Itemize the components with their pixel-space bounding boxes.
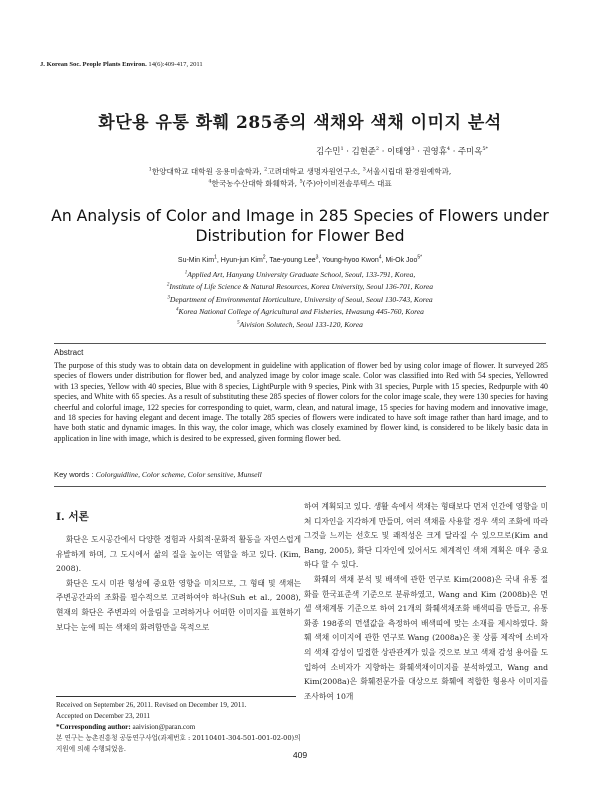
author-sup: 4 (378, 254, 382, 261)
author-sup: 3 (315, 254, 319, 261)
section-heading-introduction: Ⅰ. 서론 (56, 511, 89, 523)
affiliation-text: 고려대학교 생명자원연구소, (267, 167, 363, 176)
author-separator: , (265, 257, 270, 264)
author-separator: · (379, 146, 388, 156)
affiliation-sup: 3 (362, 166, 366, 173)
affiliation-sup: 5 (237, 320, 240, 326)
author-separator: , (381, 257, 386, 264)
abstract-text: The purpose of this study was to obtain data on development in guideline with application of flower bed by using color image of flower. It surveyed 285 species of flowers under distribution for flower bed, and analyzed image by color image scale. Color was classified into Red with 54 species, Yellowred with 13 species, Yellow with 40 species, Blue with 8 species, LightPurple with 9 species, Pink with 31 species, Purple with 15 species, Redpurple with 40 species, and White with 65 species. As a result of substituting these 285 species of flower colors for the color image scale, they were 130 species for having cheerful and colorful image, 122 species for corresponding to quiet, warm, clean, and natural image, 15 species for having modern and innovative image, and 18 species for having elegant and decent image. The totally 285 species of flowers were indicated to have soft image rather than hard image, and to have both static and dynamic images. In this way, the color image, which was closely examined by flower kind, is considered to be likely basic data in application in line with image, which is desired to be expressed, given forming flower bed. (54, 361, 548, 443)
body-paragraph: 화훼의 색채 분석 및 배색에 관한 연구로 Kim(2008)은 국내 유통 절화를 한국표준색 기준으로 분류하였고, Wang and Kim (2008b)은 먼셀 색채계통 기준으로 하여 21개의 화훼색채조화 배색띠를 만들고, 유통화종 198종의 먼셀값을 측정하여 배색띠에 맞는 소재를 제시하였다. 화훼 색채 이미지에 관한 연구로 Wang (2008a)은 꽃 상품 제작에 소비자의 색채 감성이 밀접한 상관관계가 있을 것으로 보고 색채 감성 용어를 도입하여 소비자가 지향하는 화훼색채이미지를 분석하였고, Wang and Kim(2008a)은 화훼전문가를 대상으로 화훼에 적합한 형용사 이미지를 조사하여 10개 (304, 574, 548, 701)
author-sup: 1 (340, 146, 344, 153)
affiliation-line (0, 294, 600, 306)
title-english (0, 206, 600, 246)
affiliation-sup: 3 (167, 295, 170, 301)
journal-volume: 14(6):409-417, 2011 (148, 61, 203, 68)
affiliation-sup: 4 (208, 178, 212, 185)
footnote-received: Received on September 26, 2011. Revised on December 19, 2011. (56, 701, 247, 709)
author-sup: 3 (411, 146, 415, 153)
affiliation-sup: 2 (166, 282, 170, 288)
body-paragraph: 화단은 도시 미관 형성에 중요한 영향을 미치므로, 그 형태 및 색채는 주변공간과의 조화를 필수적으로 고려하여야 하나(Suh et al., 2008), 현재의 화단은 주변과의 어울림을 고려하거나 어떠한 이미지를 표현하기 보다는 눈에 띄는 색채의 화려함만을 목적으로 (56, 578, 301, 632)
abstract-bottom-rule (54, 486, 546, 487)
body-paragraph: 하여 계획되고 있다. 생활 속에서 색채는 형태보다 먼저 인간에 영향을 미쳐 디자인을 지각하게 만들며, 여러 색채를 사용할 경우 색의 조화에 따라 그것을 느끼는 선호도 및 쾌적성은 크게 달라질 수 있으므로(Kim and Bang, 2005), 화단 디자인에 있어서도 체계적인 색채 계획은 매우 중요하다 할 수 있다. (304, 502, 548, 570)
author-separator: · (414, 146, 423, 156)
author-name: Young-hyoo Kwon (322, 257, 379, 264)
author-name: 이태영 (387, 146, 412, 156)
footnotes (56, 700, 301, 755)
author-sup: 2 (262, 254, 266, 261)
affiliation-text: Aivision Solutech, Seoul 133-120, Korea (239, 319, 363, 329)
keywords (54, 470, 262, 479)
affiliation-line (0, 178, 600, 190)
author-separator: , (216, 257, 221, 264)
affiliation-text: 한양대학교 대학원 응용미술학과, (151, 167, 265, 176)
author-name: Su-Min Kim (177, 257, 215, 264)
affiliation-sup: 5 (299, 178, 303, 185)
author-name: 주미옥 (458, 146, 483, 156)
affiliation-text: Institute of Life Science & Natural Resources, Korea University, Seoul 136-701, Korea (169, 282, 434, 292)
author-name: 김현준 (351, 146, 376, 156)
affiliation-sup: 4 (176, 307, 179, 313)
author-sup: 2 (375, 146, 380, 153)
journal-citation (40, 61, 203, 68)
body-paragraph: 화단은 도시공간에서 다양한 경험과 사회적·문화적 활동을 자연스럽게 유발하게 하며, 그 도시에서 삶의 질을 높이는 역할을 하고 있다. (Kim, 2008). (56, 535, 301, 574)
author-name: Tae-young Lee (269, 257, 316, 264)
authors-korean (316, 145, 488, 157)
affiliation-sup: 1 (148, 166, 152, 173)
author-separator: · (343, 146, 352, 156)
footnote-funding: 본 연구는 농촌진흥청 공동연구사업(과제번호 : 20110401-304-501-001-02-00)의 지원에 의해 수행되었음. (56, 734, 301, 753)
affiliation-line (0, 281, 600, 293)
title-english-line-2: Distribution for Flower Bed (195, 227, 405, 245)
abstract-heading: Abstract (54, 348, 84, 357)
journal-name: J. Korean Soc. People Plants Environ. (40, 61, 147, 68)
affiliation-text: Korea National College of Agricultural and Fisheries, Hwasung 445-760, Korea (178, 307, 424, 317)
author-sup: 5* (417, 254, 423, 261)
abstract-top-rule (54, 343, 546, 344)
author-sup: 4 (446, 146, 451, 153)
title-english-line-1: An Analysis of Color and Image in 285 Species of Flowers under (51, 207, 549, 225)
affiliation-text: 한국농수산대학 화훼학과, (211, 179, 300, 188)
corresponding-label: *Corresponding author: (56, 723, 131, 731)
author-sup: 5* (482, 146, 488, 153)
affiliation-text: Applied Art, Hanyang University Graduate School, Seoul, 133-791, Korea, (187, 270, 416, 279)
author-sup: 1 (214, 254, 217, 261)
footnote-corresponding (56, 722, 301, 733)
right-column (304, 500, 548, 704)
affiliation-line (0, 166, 600, 178)
affiliation-text: 서울시립대 환경원예학과, (365, 167, 452, 176)
authors-english (0, 254, 600, 264)
author-name: Mi-Ok Joo (385, 257, 418, 264)
left-column (56, 533, 301, 635)
author-separator: · (450, 146, 459, 156)
title-korean: 화단용 유통 화훼 285종의 색채와 색채 이미지 분석 (98, 113, 502, 133)
author-separator: , (318, 257, 323, 264)
keywords-label: Key words : (54, 470, 96, 479)
page-number: 409 (292, 750, 308, 760)
affiliation-sup: 2 (264, 166, 268, 173)
affiliation-text: (주)아이비전솔루텍스 대표 (302, 179, 392, 188)
author-name: 권영휴 (422, 146, 447, 156)
footnote-rule (56, 696, 296, 697)
author-name: Hyun-jun Kim (220, 257, 263, 264)
corresponding-email: aaivision@paran.com (130, 723, 196, 731)
keywords-value: Colorguidline, Color scheme, Color sensitive, Munsell (95, 470, 262, 479)
author-name: 김수민 (316, 146, 341, 156)
affiliation-sup: 1 (184, 270, 188, 276)
affiliation-line (0, 269, 600, 281)
footnote-accepted: Accepted on December 23, 2011 (56, 712, 151, 720)
affiliation-line (0, 319, 600, 331)
affiliation-text: Department of Environmental Horticulture, University of Seoul, Seoul 130-743, Korea (169, 294, 433, 304)
affiliation-line (0, 306, 600, 318)
